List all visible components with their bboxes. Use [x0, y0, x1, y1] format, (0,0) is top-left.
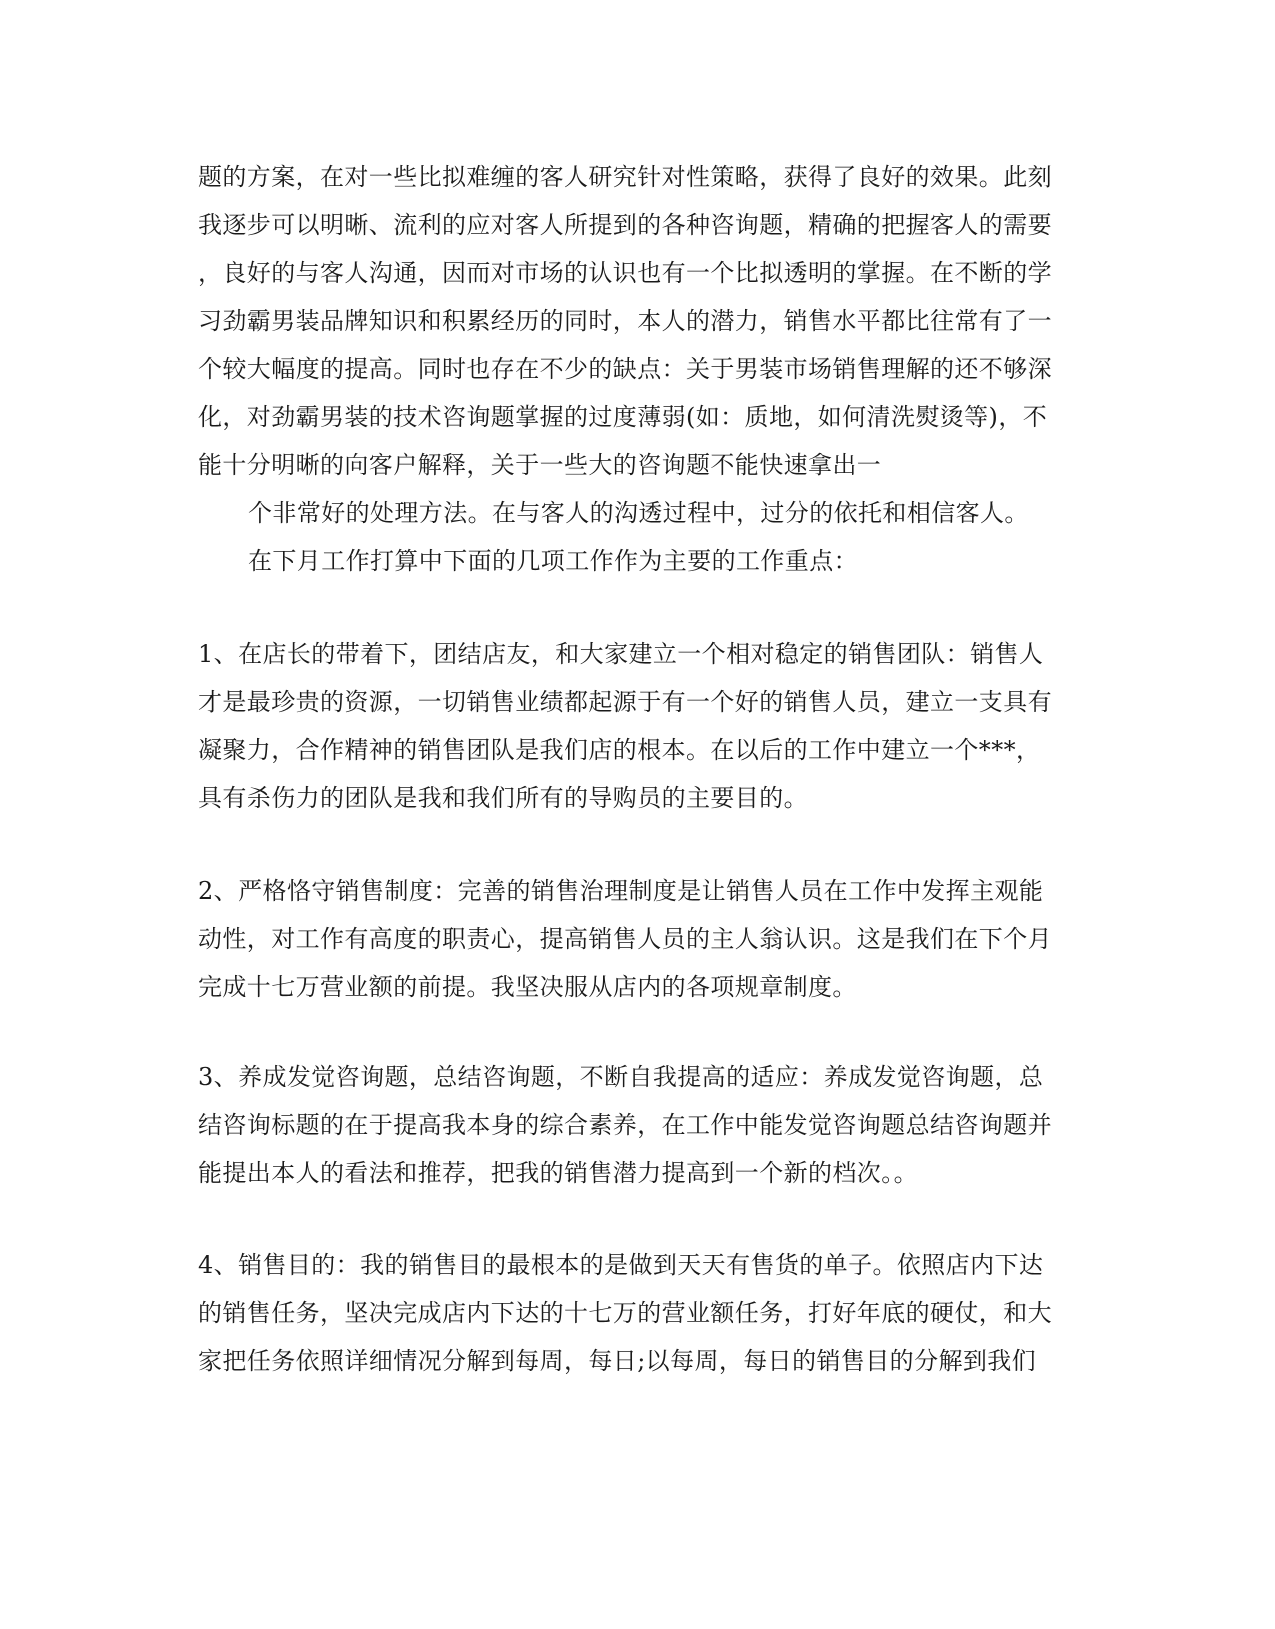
text-line: 的销售任务，坚决完成店内下达的十七万的营业额任务，打好年底的硬仗，和大 [198, 1299, 1052, 1327]
text-line: 具有杀伤力的团队是我和我们所有的导购员的主要目的。 [198, 784, 808, 812]
text-line: 我逐步可以明晰、流利的应对客人所提到的各种咨询题，精确的把握客人的需要 [198, 211, 1052, 239]
text-line: 3、养成发觉咨询题，总结咨询题，不断自我提高的适应：养成发觉咨询题，总 [198, 1063, 1044, 1091]
text-line: 能十分明晰的向客户解释，关于一些大的咨询题不能快速拿出一 [198, 451, 882, 479]
text-line: 结咨询标题的在于提高我本身的综合素养，在工作中能发觉咨询题总结咨询题并 [198, 1111, 1052, 1139]
paragraph-intro [198, 153, 1078, 489]
text-line: 1、在店长的带着下，团结店友，和大家建立一个相对稳定的销售团队：销售人 [198, 640, 1044, 668]
text-line: 习劲霸男装品牌知识和积累经历的同时，本人的潜力，销售水平都比往常有了一 [198, 307, 1052, 335]
plan-item-3 [198, 1053, 1078, 1197]
paragraph-continue [198, 489, 1078, 537]
plan-item-4 [198, 1241, 1078, 1385]
text-line: 2、严格恪守销售制度：完善的销售治理制度是让销售人员在工作中发挥主观能 [198, 877, 1044, 905]
text-line: 化，对劲霸男装的技术咨询题掌握的过度薄弱(如：质地，如何清洗熨烫等)，不 [198, 403, 1048, 431]
plan-item-2 [198, 867, 1078, 1011]
text-line: 4、销售目的：我的销售目的最根本的是做到天天有售货的单子。依照店内下达 [198, 1251, 1044, 1279]
text-line: 个非常好的处理方法。在与客人的沟透过程中，过分的依托和相信客人。 [248, 499, 1029, 527]
text-line: 动性，对工作有高度的职责心，提高销售人员的主人翁认识。这是我们在下个月 [198, 925, 1052, 953]
text-line: 家把任务依照详细情况分解到每周，每日;以每周，每日的销售目的分解到我们 [198, 1347, 1037, 1375]
paragraph-plan-intro [198, 537, 1078, 585]
text-line: 题的方案，在对一些比拟难缠的客人研究针对性策略，获得了良好的效果。此刻 [198, 163, 1052, 191]
text-line: 个较大幅度的提高。同时也存在不少的缺点：关于男装市场销售理解的还不够深 [198, 355, 1052, 383]
text-line: ，良好的与客人沟通，因而对市场的认识也有一个比拟透明的掌握。在不断的学 [198, 259, 1052, 287]
plan-item-1 [198, 630, 1078, 822]
text-line: 凝聚力，合作精神的销售团队是我们店的根本。在以后的工作中建立一个***， [198, 736, 1041, 764]
text-line: 才是最珍贵的资源，一切销售业绩都起源于有一个好的销售人员，建立一支具有 [198, 688, 1052, 716]
text-line: 在下月工作打算中下面的几项工作作为主要的工作重点： [248, 547, 858, 575]
text-line: 能提出本人的看法和推荐，把我的销售潜力提高到一个新的档次。。 [198, 1159, 918, 1187]
text-line: 完成十七万营业额的前提。我坚决服从店内的各项规章制度。 [198, 973, 857, 1001]
